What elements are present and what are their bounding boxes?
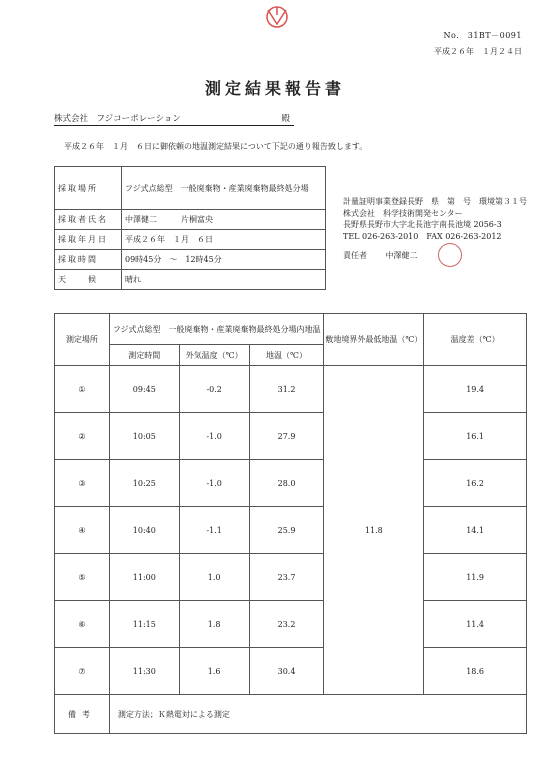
time-cell: 10:40 — [109, 507, 179, 554]
info-value: 晴れ — [122, 270, 326, 290]
issuer-contact: TEL 026-263-2010 FAX 026-263-2012 — [343, 231, 502, 241]
manager-signature — [343, 250, 418, 261]
table-row — [55, 648, 527, 695]
location-cell — [55, 507, 110, 554]
air-temp-cell: 1.0 — [179, 554, 249, 601]
table-row — [55, 507, 527, 554]
info-value: 平成２６年 １月 ６日 — [122, 230, 326, 250]
time-cell: 11:15 — [109, 601, 179, 648]
header-group: フジ式点総型 一般廃棄物・産業廃棄物最終処分場内地温 — [109, 314, 324, 345]
info-label: 採取場所 — [55, 167, 122, 210]
info-row-sampler — [55, 210, 326, 230]
table-row — [55, 366, 527, 413]
remarks-label: 備考 — [55, 695, 110, 734]
addressee — [54, 112, 294, 126]
location-number: ③ — [78, 478, 86, 488]
time-cell: 10:25 — [109, 460, 179, 507]
header-ground-temp: 地温（℃） — [249, 345, 324, 366]
info-row-time — [55, 250, 326, 270]
issuer-block — [343, 196, 527, 242]
table-row — [55, 554, 527, 601]
location-number: ① — [78, 384, 86, 394]
ground-temp-cell: 25.9 — [249, 507, 324, 554]
header-air-temp: 外気温度（℃） — [179, 345, 249, 366]
air-temp-cell: 1.6 — [179, 648, 249, 695]
ground-temp-cell: 28.0 — [249, 460, 324, 507]
table-row — [55, 460, 527, 507]
issuer-company: 株式会社 科学技術開発センター — [343, 208, 463, 218]
ground-temp-cell: 23.2 — [249, 601, 324, 648]
location-number: ④ — [78, 525, 86, 535]
max-outside-cell: 11.8 — [324, 366, 424, 695]
sampling-info-table — [54, 166, 326, 290]
diff-cell: 18.6 — [424, 648, 527, 695]
diff-cell: 11.9 — [424, 554, 527, 601]
header-time: 測定時間 — [109, 345, 179, 366]
diff-cell: 16.2 — [424, 460, 527, 507]
location-cell — [55, 413, 110, 460]
page-title: 測定結果報告書 — [204, 79, 345, 98]
location-cell — [55, 460, 110, 507]
info-value: フジ式点総型 一般廃棄物・産業廃棄物最終処分場 — [122, 167, 326, 210]
air-temp-cell: -1.1 — [179, 507, 249, 554]
air-temp-cell: 1.8 — [179, 601, 249, 648]
location-number: ⑦ — [78, 666, 86, 676]
document-date: 平成２６年 １月２４日 — [434, 47, 522, 56]
measurement-table — [54, 313, 527, 734]
info-value: 09時45分 ～ 12時45分 — [122, 250, 326, 270]
info-label: 採取年月日 — [55, 230, 122, 250]
ground-temp-cell: 30.4 — [249, 648, 324, 695]
seal-stamp — [438, 243, 462, 267]
air-temp-cell: -1.0 — [179, 413, 249, 460]
diff-cell: 19.4 — [424, 366, 527, 413]
issuer-address: 長野県長野市大字北長池字南長池境 2056-3 — [343, 220, 502, 229]
location-number: ② — [78, 431, 86, 441]
ground-temp-cell: 31.2 — [249, 366, 324, 413]
location-number: ⑥ — [78, 619, 86, 629]
header-diff: 温度差（℃） — [424, 314, 527, 366]
location-number: ⑤ — [78, 572, 86, 582]
manager-label: 責任者 — [343, 251, 367, 260]
document-number: No. 31BT－0091 — [443, 31, 522, 40]
diff-cell: 16.1 — [424, 413, 527, 460]
intro-text: 平成２６年 １月 ６日に御依頼の地温測定結果について下記の通り報告致します。 — [64, 142, 368, 151]
table-row — [55, 601, 527, 648]
addressee-company: 株式会社 フジコーポレーション — [54, 114, 181, 124]
ground-temp-cell: 27.9 — [249, 413, 324, 460]
time-cell: 10:05 — [109, 413, 179, 460]
diff-cell: 11.4 — [424, 601, 527, 648]
time-cell: 09:45 — [109, 366, 179, 413]
air-temp-cell: -0.2 — [179, 366, 249, 413]
time-cell: 11:30 — [109, 648, 179, 695]
air-temp-cell: -1.0 — [179, 460, 249, 507]
remarks-row — [55, 695, 527, 734]
company-logo — [262, 4, 292, 30]
header-location: 測定場所 — [55, 314, 110, 366]
time-cell: 11:00 — [109, 554, 179, 601]
remarks-text: 測定方法；Ｋ熱電対による測定 — [109, 695, 526, 734]
issuer-registration: 計量証明事業登録長野 県 第 号 環境第３１号 — [343, 197, 527, 206]
info-label: 採取者氏名 — [55, 210, 122, 230]
info-row-weather — [55, 270, 326, 290]
info-label: 天 候 — [55, 270, 122, 290]
info-value: 中澤健二 片桐富央 — [122, 210, 326, 230]
diff-cell: 14.1 — [424, 507, 527, 554]
info-label: 採取時間 — [55, 250, 122, 270]
location-cell — [55, 366, 110, 413]
header-max-outside: 敷地境界外最低地温（℃） — [324, 314, 424, 366]
header-row — [55, 314, 527, 345]
manager-name: 中澤健二 — [385, 251, 418, 260]
location-cell — [55, 554, 110, 601]
location-cell — [55, 601, 110, 648]
ground-temp-cell: 23.7 — [249, 554, 324, 601]
location-cell — [55, 648, 110, 695]
addressee-honorific: 殿 — [281, 114, 290, 124]
table-row — [55, 413, 527, 460]
info-row-location — [55, 167, 326, 210]
info-row-date — [55, 230, 326, 250]
